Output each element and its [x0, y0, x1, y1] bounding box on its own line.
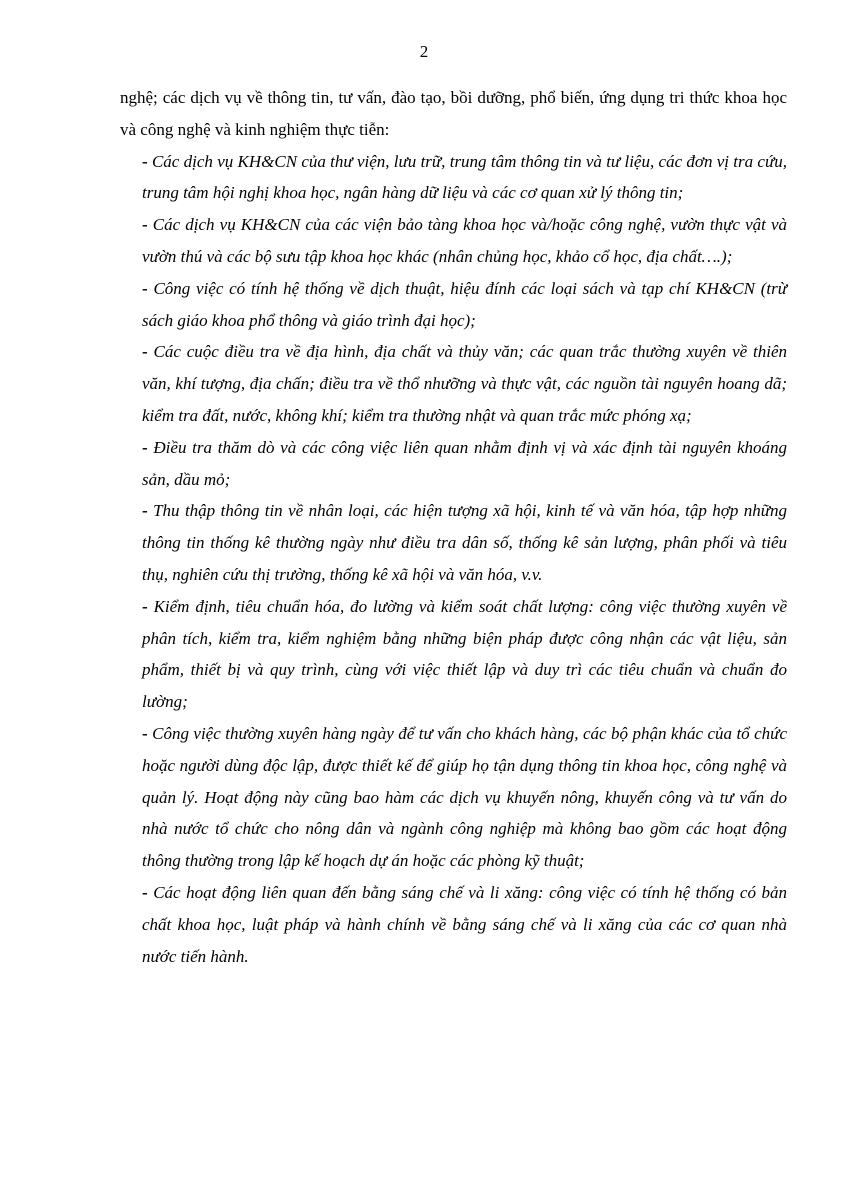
list-item-text: Các cuộc điều tra về địa hình, địa chất và thủy văn; các quan trắc thường xuyên về thiên văn, khí tượng, địa chấn; điều tra về thổ nhưỡng và thực vật, các nguồn tài nguyên hoang dã; kiểm tra đất, nước, không khí; kiểm tra thường nhật và quan trắc mức phóng xạ;: [142, 342, 787, 425]
list-item-text: Công việc thường xuyên hàng ngày để tư vấn cho khách hàng, các bộ phận khác của tổ chức hoặc người dùng độc lập, được thiết kế để giúp họ tận dụng thông tin khoa học, công nghệ và quản lý. Hoạt động này cũng bao hàm các dịch vụ khuyến nông, khuyến công và tư vấn do nhà nước tổ chức cho nông dân và ngành công nghiệp mà không bao gồm các hoạt động thông thường trong lập kế hoạch dự án hoặc các phòng kỹ thuật;: [142, 723, 787, 871]
list-item-text: Các dịch vụ KH&CN của các viện bảo tàng khoa học và/hoặc công nghệ, vườn thực vật và vườn thú và các bộ sưu tập khoa học khác (nhân chủng học, khảo cổ học, địa chất….);: [142, 215, 787, 266]
bullet-dash: -: [142, 501, 148, 521]
list-item: [142, 209, 787, 273]
list-item: [142, 591, 787, 718]
bullet-dash: -: [142, 342, 148, 362]
list-item-text: Điều tra thăm dò và các công việc liên quan nhằm định vị và xác định tài nguyên khoáng sản, dầu mỏ;: [142, 437, 788, 489]
body-text: [120, 82, 787, 972]
bullet-dash: -: [142, 215, 148, 235]
service-list: [120, 146, 787, 973]
bullet-dash: -: [142, 723, 148, 743]
list-item: [142, 877, 787, 972]
list-item: [142, 718, 787, 877]
page-number: 2: [419, 42, 429, 61]
list-item: [142, 146, 787, 210]
list-item-text: Công việc có tính hệ thống về dịch thuật, hiệu đính các loại sách và tạp chí KH&CN (trừ sách giáo khoa phổ thông và giáo trình đại học);: [142, 278, 788, 330]
list-item: [142, 495, 787, 590]
list-item-text: Kiểm định, tiêu chuẩn hóa, đo lường và kiểm soát chất lượng: công việc thường xuyên về phân tích, kiểm tra, kiểm nghiệm bằng những biện pháp được công nhận các vật liệu, sản phẩm, thiết bị và quy trình, cùng với việc thiết lập và duy trì các tiêu chuẩn và chuẩn đo lường;: [142, 596, 788, 712]
list-item: [142, 432, 787, 496]
intro-paragraph: nghệ; các dịch vụ về thông tin, tư vấn, đào tạo, bồi dưỡng, phổ biến, ứng dụng tri thức khoa học và công nghệ và kinh nghiệm thực tiễn:: [120, 88, 787, 139]
list-item: [142, 336, 787, 431]
list-item-text: Thu thập thông tin về nhân loại, các hiện tượng xã hội, kinh tế và văn hóa, tập hợp những thông tin thống kê thường ngày như điều tra dân số, thống kê sản lượng, phân phối và tiêu thụ, nghiên cứu thị trường, thống kê xã hội và văn hóa, v.v.: [142, 501, 788, 584]
bullet-dash: -: [142, 596, 148, 616]
bullet-dash: -: [142, 437, 148, 457]
list-item: [142, 273, 787, 337]
bullet-dash: -: [142, 882, 148, 902]
bullet-dash: -: [142, 278, 148, 298]
list-item-text: Các dịch vụ KH&CN của thư viện, lưu trữ, trung tâm thông tin và tư liệu, các đơn vị tra cứu, trung tâm hội nghị khoa học, ngân hàng dữ liệu và các cơ quan xử lý thông tin;: [142, 151, 788, 203]
bullet-dash: -: [142, 151, 148, 171]
list-item-text: Các hoạt động liên quan đến bằng sáng chế và li xăng: công việc có tính hệ thống có bản chất khoa học, luật pháp và hành chính về bằng sáng chế và li xăng của các cơ quan nhà nước tiến hành.: [142, 882, 787, 966]
